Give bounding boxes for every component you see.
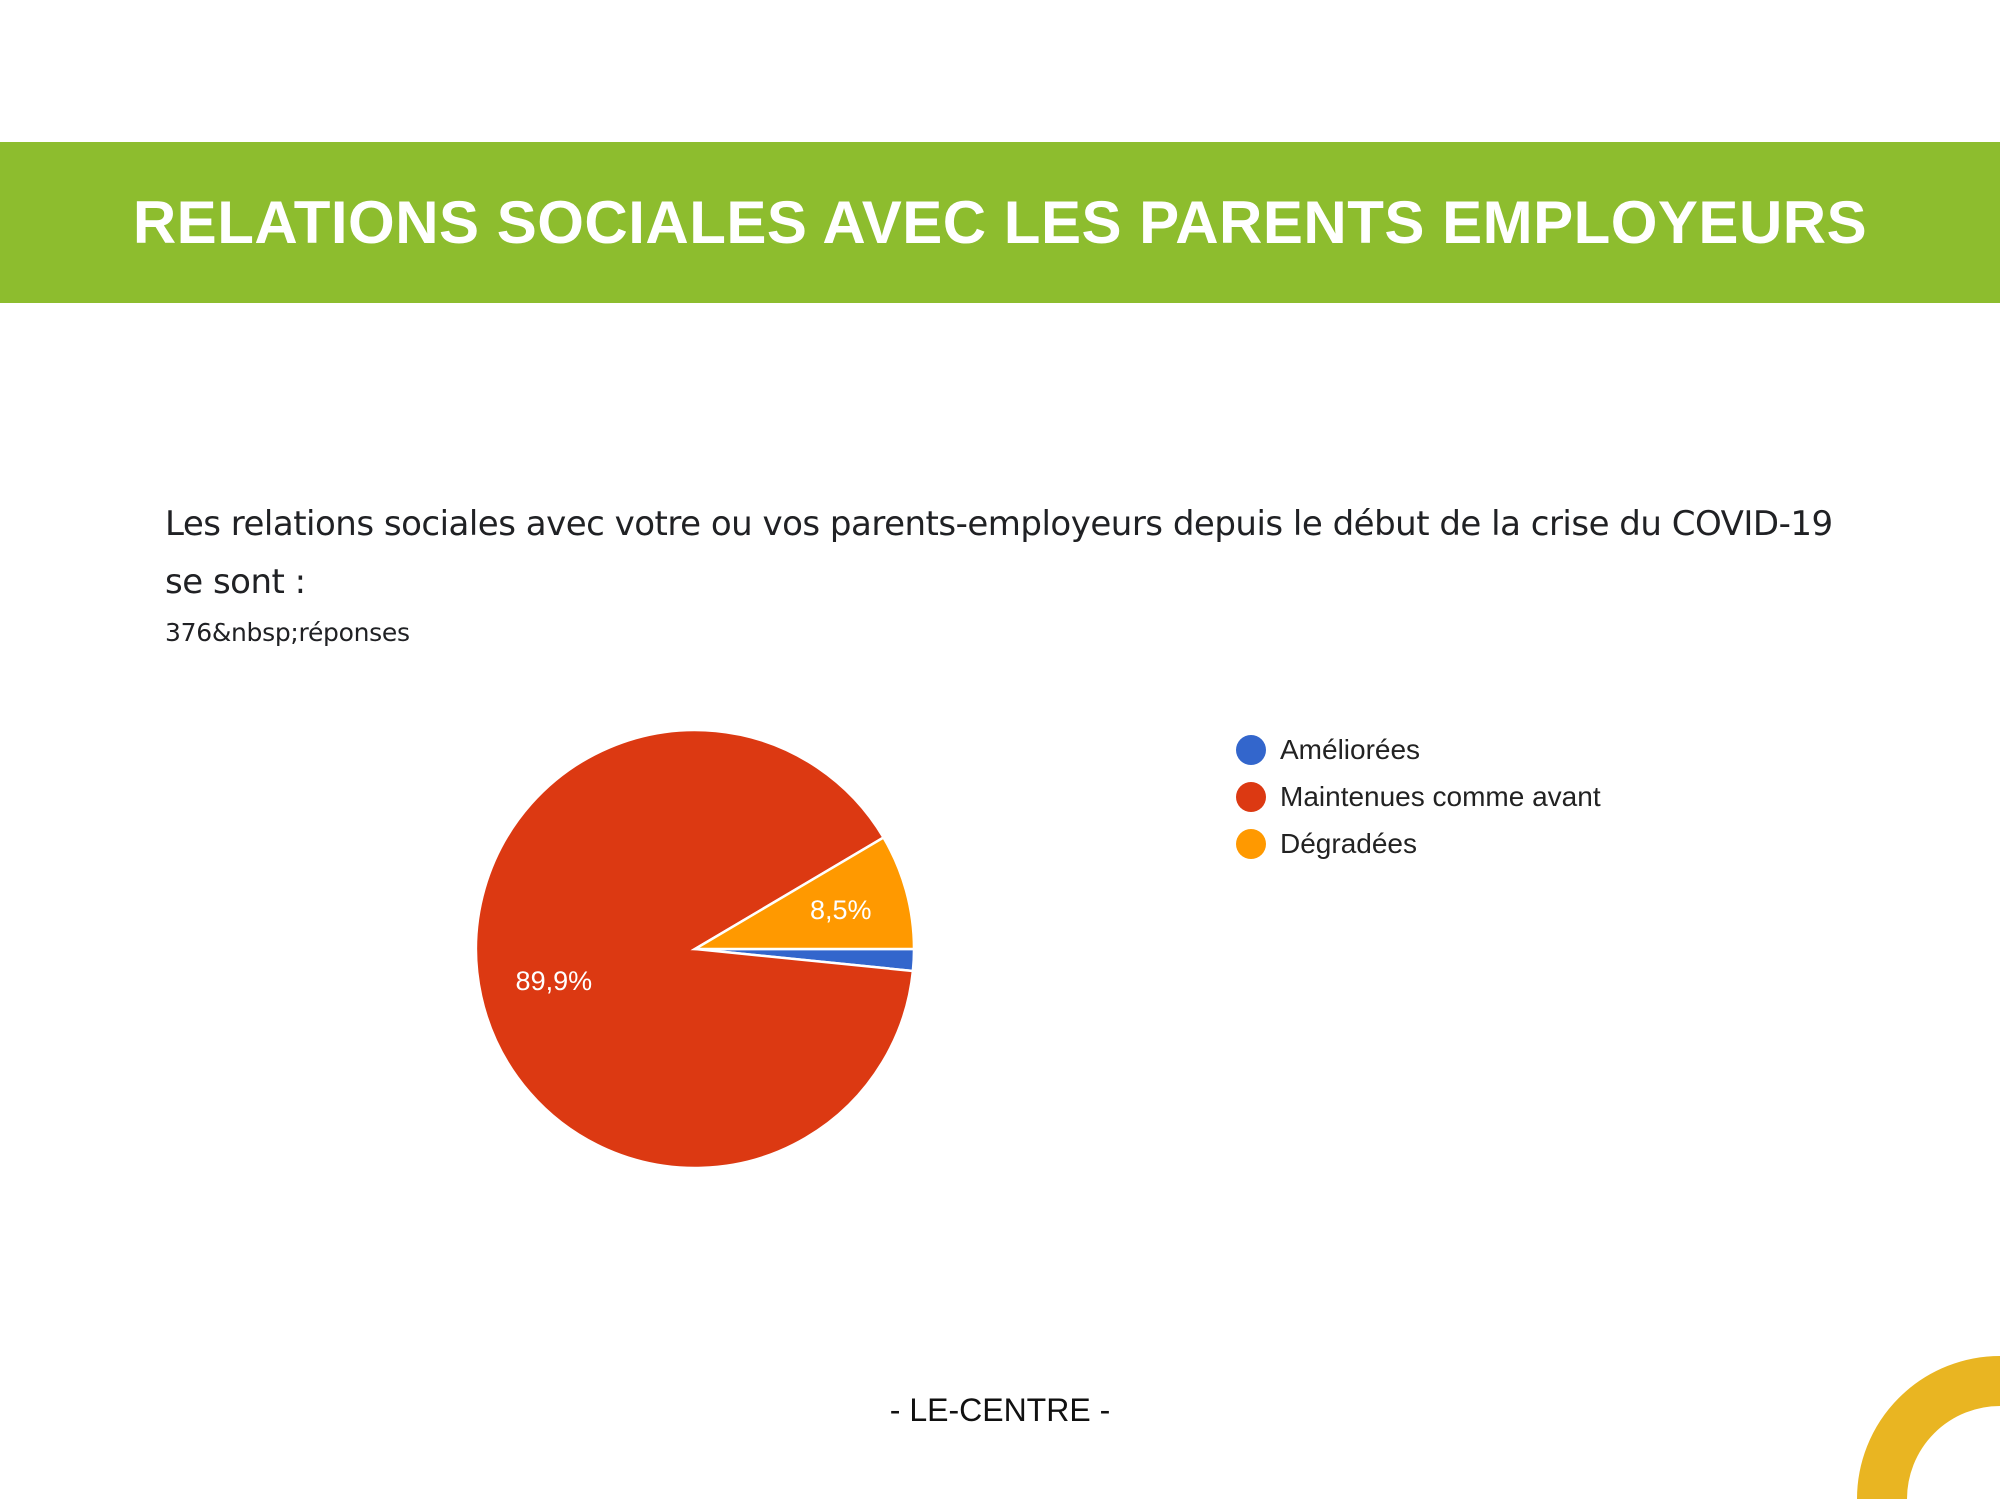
- legend-item-maintenues: [1236, 773, 1601, 820]
- legend-item-ameliorees: [1236, 726, 1601, 773]
- footer-label: - LE-CENTRE -: [889, 1392, 1111, 1428]
- page-title: RELATIONS SOCIALES AVEC LES PARENTS EMPLOYEURS: [132, 189, 1868, 256]
- legend-swatch-maintenues: [1236, 782, 1266, 812]
- pie-slices: [476, 730, 914, 1168]
- legend-item-degradees: [1236, 820, 1601, 867]
- response-count: 376&nbsp;réponses: [165, 618, 410, 647]
- question-text: Les relations sociales avec votre ou vos parents-employeurs depuis le début de la crise du COVID-19 se sont :: [165, 504, 1833, 602]
- pie-label-degradees: 8,5%: [809, 895, 872, 926]
- chart-legend: [1236, 726, 1601, 867]
- legend-label-ameliorees: Améliorées: [1280, 733, 1421, 765]
- legend-label-degradees: Dégradées: [1280, 827, 1417, 859]
- legend-swatch-degradees: [1236, 829, 1266, 859]
- pie-label-maintenues: 89,9%: [515, 966, 593, 997]
- legend-swatch-ameliorees: [1236, 735, 1266, 765]
- legend-label-maintenues: Maintenues comme avant: [1280, 780, 1601, 812]
